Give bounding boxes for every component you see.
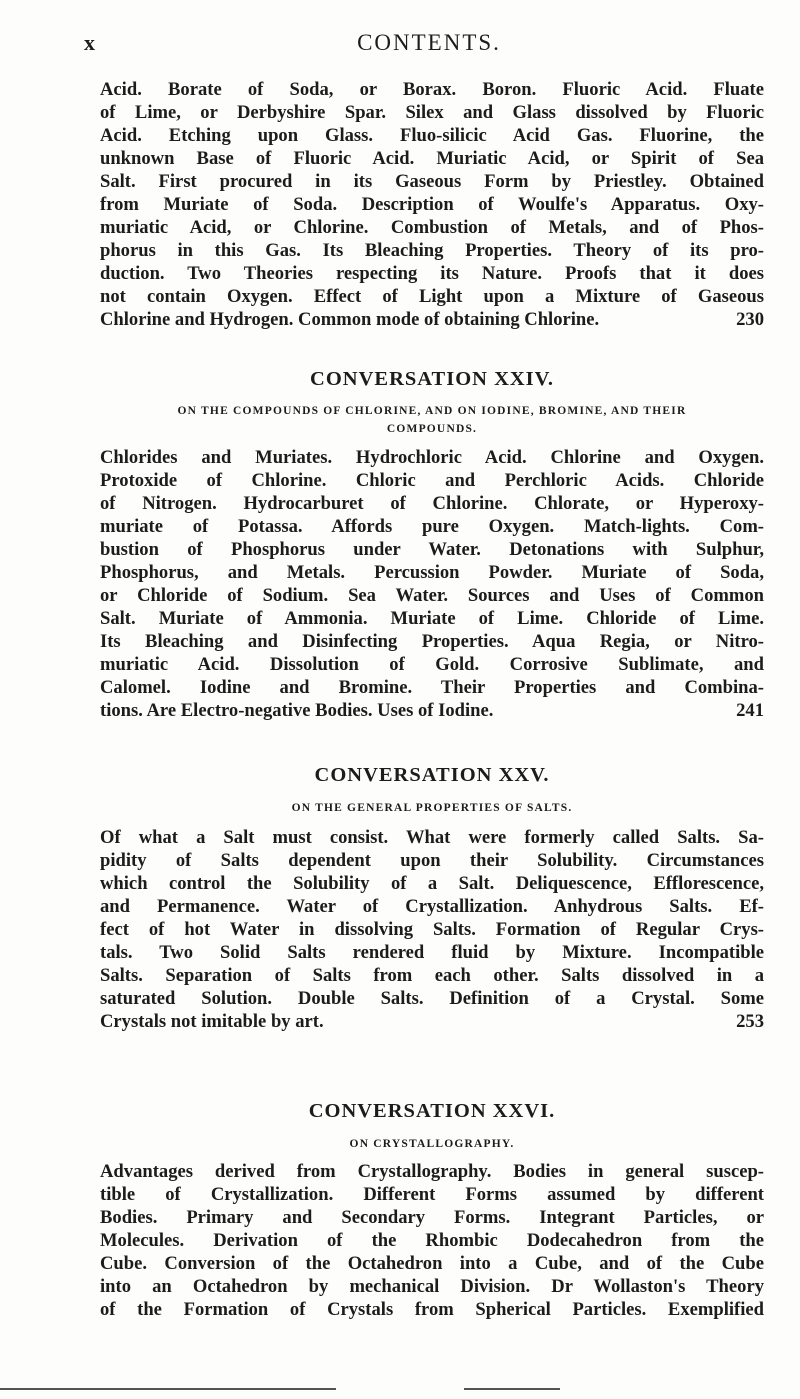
- text-line: pidity of Salts dependent upon their Solubility. Circumstances: [100, 850, 764, 871]
- text-line: Advantages derived from Crystallography. Bodies in general suscep-: [100, 1161, 764, 1182]
- text-line: Its Bleaching and Disinfecting Properties. Aqua Regia, or Nitro-: [100, 631, 764, 652]
- text-line: unknown Base of Fluoric Acid. Muriatic Acid, or Spirit of Sea: [100, 148, 764, 169]
- text-line: Acid. Etching upon Glass. Fluo-silicic Acid Gas. Fluorine, the: [100, 125, 764, 146]
- text-line: or Chloride of Sodium. Sea Water. Sources and Uses of Common: [100, 585, 764, 606]
- running-head-title: CONTENTS.: [357, 30, 501, 55]
- text-line: which control the Solubility of a Salt. Deliquescence, Efflorescence,: [100, 873, 764, 894]
- conversation-subtitle: [100, 1135, 764, 1153]
- page-folio: x: [84, 30, 96, 55]
- page-number: 253: [736, 1011, 764, 1032]
- text-line: muriatic Acid, or Chlorine. Combustion of Metals, and of Phos-: [100, 217, 764, 238]
- text-line: Calomel. Iodine and Bromine. Their Properties and Combina-: [100, 677, 764, 698]
- text-line: bustion of Phosphorus under Water. Detonations with Sulphur,: [100, 539, 764, 560]
- text-line: Acid. Borate of Soda, or Borax. Boron. Fluoric Acid. Fluate: [100, 79, 764, 100]
- text-line: [100, 1010, 764, 1033]
- text-line: Chlorides and Muriates. Hydrochloric Acid. Chlorine and Oxygen.: [100, 447, 764, 468]
- subtitle-line: COMPOUNDS.: [386, 423, 478, 435]
- text-line: fect of hot Water in dissolving Salts. Formation of Regular Crys-: [100, 919, 764, 940]
- text-line: Bodies. Primary and Secondary Forms. Integrant Particles, or: [100, 1207, 764, 1228]
- conversation-subtitle: [100, 402, 764, 438]
- subtitle-line: ON THE GENERAL PROPERTIES OF SALTS.: [291, 802, 573, 814]
- page-edge-rule: [0, 1388, 800, 1390]
- conversation-subtitle: [100, 799, 764, 817]
- text-line: Salts. Separation of Salts from each other. Salts dissolved in a: [100, 965, 764, 986]
- text-line: duction. Two Theories respecting its Nature. Proofs that it does: [100, 263, 764, 284]
- text-line: [100, 308, 764, 331]
- conversation-summary: [100, 826, 764, 1033]
- text-line: of Nitrogen. Hydrocarburet of Chlorine. Chlorate, or Hyperoxy-: [100, 493, 764, 514]
- page-number: 230: [736, 309, 764, 330]
- text-line: saturated Solution. Double Salts. Definition of a Crystal. Some: [100, 988, 764, 1009]
- conversation-title: CONVERSATION XXVI.: [308, 1100, 556, 1122]
- text-line: into an Octahedron by mechanical Division. Dr Wollaston's Theory: [100, 1276, 764, 1297]
- text-line: Molecules. Derivation of the Rhombic Dodecahedron from the: [100, 1230, 764, 1251]
- text-line: from Muriate of Soda. Description of Woulfe's Apparatus. Oxy-: [100, 194, 764, 215]
- conversation-title: CONVERSATION XXV.: [314, 764, 550, 786]
- running-head: [84, 30, 774, 60]
- continuation-paragraph: [100, 78, 764, 331]
- conversation-summary: [100, 446, 764, 722]
- text-line-content: Crystals not imitable by art.: [100, 1011, 324, 1032]
- text-line: and Permanence. Water of Crystallization. Anhydrous Salts. Ef-: [100, 896, 764, 917]
- text-line: not contain Oxygen. Effect of Light upon a Mixture of Gaseous: [100, 286, 764, 307]
- text-line: Phosphorus, and Metals. Percussion Powder. Muriate of Soda,: [100, 562, 764, 583]
- page-number: 241: [736, 700, 764, 721]
- text-line-content: tions. Are Electro-negative Bodies. Uses of Iodine.: [100, 700, 494, 721]
- text-line: Of what a Salt must consist. What were formerly called Salts. Sa-: [100, 827, 764, 848]
- subtitle-line: ON CRYSTALLOGRAPHY.: [349, 1138, 515, 1150]
- subtitle-line: ON THE COMPOUNDS OF CHLORINE, AND ON IODINE, BROMINE, AND THEIR: [177, 405, 687, 417]
- conversation-summary: [100, 1160, 764, 1321]
- text-line: Salt. First procured in its Gaseous Form by Priestley. Obtained: [100, 171, 764, 192]
- text-line: of Lime, or Derbyshire Spar. Silex and Glass dissolved by Fluoric: [100, 102, 764, 123]
- text-line: Cube. Conversion of the Octahedron into a Cube, and of the Cube: [100, 1253, 764, 1274]
- text-line: Protoxide of Chlorine. Chloric and Perchloric Acids. Chloride: [100, 470, 764, 491]
- text-line: tals. Two Solid Salts rendered fluid by Mixture. Incompatible: [100, 942, 764, 963]
- text-line: muriatic Acid. Dissolution of Gold. Corrosive Sublimate, and: [100, 654, 764, 675]
- text-line: Salt. Muriate of Ammonia. Muriate of Lime. Chloride of Lime.: [100, 608, 764, 629]
- text-line: muriate of Potassa. Affords pure Oxygen. Match-lights. Com-: [100, 516, 764, 537]
- text-line-content: Chlorine and Hydrogen. Common mode of obtaining Chlorine.: [100, 309, 600, 330]
- text-line: [100, 699, 764, 722]
- text-line: tible of Crystallization. Different Forms assumed by different: [100, 1184, 764, 1205]
- text-line: phorus in this Gas. Its Bleaching Properties. Theory of its pro-: [100, 240, 764, 261]
- conversation-title: CONVERSATION XXIV.: [310, 368, 554, 390]
- text-line: of the Formation of Crystals from Spherical Particles. Exemplified: [100, 1299, 764, 1320]
